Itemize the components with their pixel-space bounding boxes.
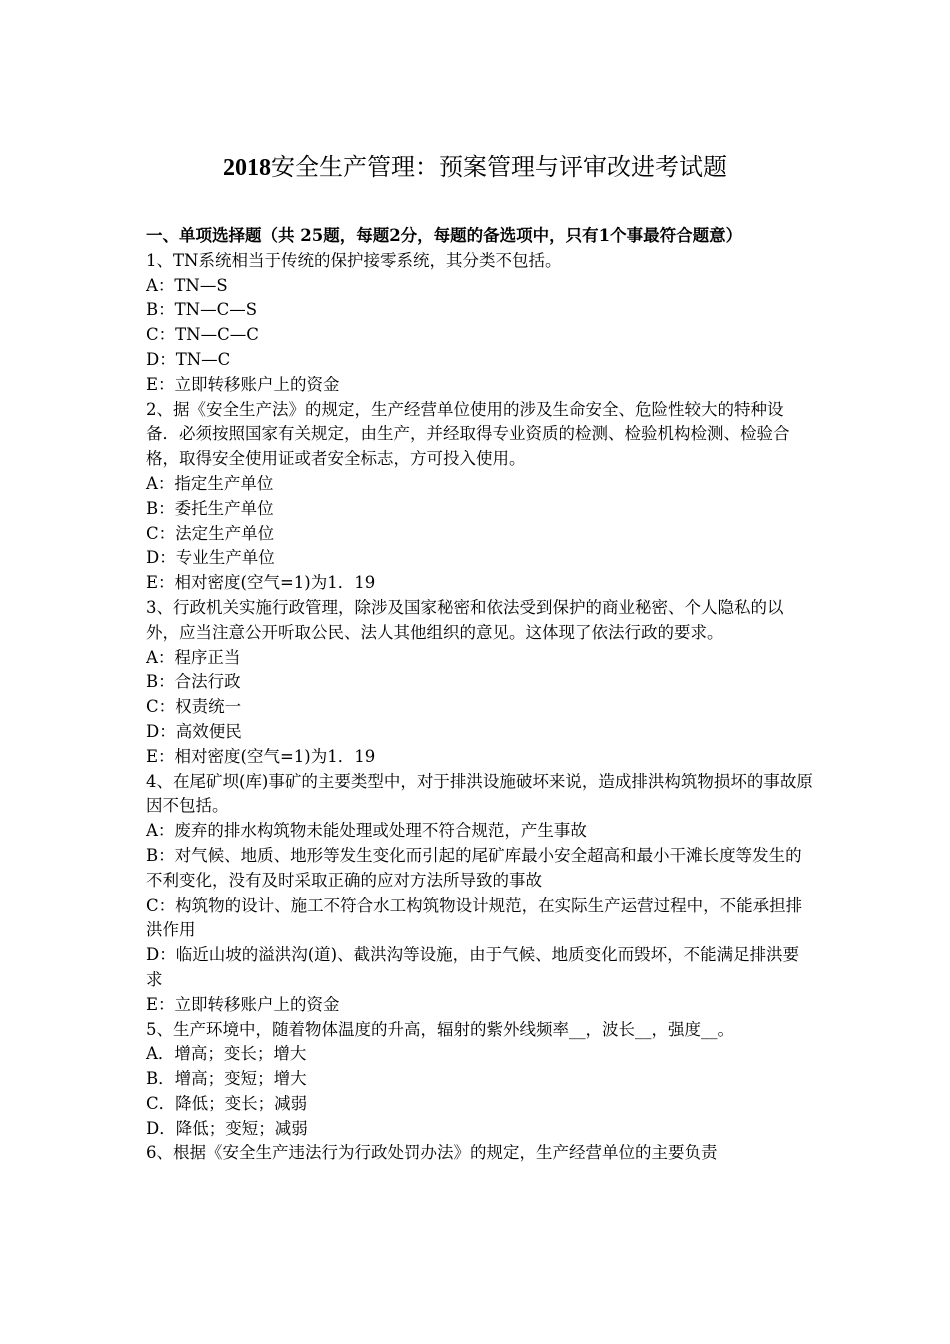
- q3-option-e: E：相对密度(空气=1)为1．19: [146, 746, 376, 766]
- q4-option-a: A：废弃的排水构筑物未能处理或处理不符合规范，产生事故: [146, 821, 587, 841]
- q5-option-b: B．增高；变短；增大: [146, 1069, 307, 1089]
- document-title: [0, 150, 950, 185]
- q4-option-b: B：对气候、地质、地形等发生变化而引起的尾矿库最小安全超高和最小干滩长度等发生的不利变化，没有及时采取正确的应对方法所导致的事故: [146, 845, 802, 890]
- question-1: 1、TN系统相当于传统的保护接零系统，其分类不包括。: [146, 250, 562, 270]
- q1-option-b: B：TN—C—S: [146, 300, 257, 320]
- question-2: 2、据《安全生产法》的规定，生产经营单位使用的涉及生命安全、危险性较大的特种设备．必须按照国家有关规定，由生产，并经取得专业资质的检测、检验机构检测、检验合格，取得安全使用证或者安全标志，方可投入使用。: [146, 399, 790, 469]
- question-4: 4、在尾矿坝(库)事矿的主要类型中，对于排洪设施破坏来说，造成排洪构筑物损坏的事故原因不包括。: [146, 771, 813, 816]
- q4-option-e: E：立即转移账户上的资金: [146, 994, 340, 1014]
- question-3: 3、行政机关实施行政管理，除涉及国家秘密和依法受到保护的商业秘密、个人隐私的以外，应当注意公开听取公民、法人其他组织的意见。这体现了依法行政的要求。: [146, 597, 784, 642]
- q1-option-e: E：立即转移账户上的资金: [146, 374, 340, 394]
- q5-option-a: A．增高；变长；增大: [146, 1044, 307, 1064]
- document-title-text: 安全生产管理：预案管理与评审改进考试题: [271, 153, 727, 181]
- q2-option-b: B：委托生产单位: [146, 498, 274, 518]
- q4-option-c: C：构筑物的设计、施工不符合水工构筑物设计规范，在实际生产运营过程中，不能承担排洪作用: [146, 895, 803, 940]
- document-title-year: 2018: [223, 155, 271, 181]
- question-6: 6、根据《安全生产违法行为行政处罚办法》的规定，生产经营单位的主要负责: [146, 1143, 718, 1163]
- q5-option-d: D．降低；变短；减弱: [146, 1118, 308, 1138]
- q4-option-d: D：临近山坡的溢洪沟(道)、截洪沟等设施，由于气候、地质变化而毁坏，不能满足排洪要求: [146, 945, 800, 989]
- q2-option-a: A：指定生产单位: [146, 473, 274, 493]
- q3-option-d: D：高效便民: [146, 721, 242, 741]
- q1-option-a: A：TN—S: [146, 275, 228, 295]
- q2-option-e: E：相对密度(空气=1)为1．19: [146, 573, 376, 593]
- question-5: 5、生产环境中，随着物体温度的升高，辐射的紫外线频率__，波长__，强度__。: [146, 1019, 734, 1039]
- q3-option-a: A：程序正当: [146, 647, 241, 667]
- document-body: [146, 224, 814, 1166]
- q2-option-c: C：法定生产单位: [146, 523, 275, 543]
- q1-option-d: D：TN—C: [146, 349, 231, 369]
- q5-option-c: C．降低；变长；减弱: [146, 1093, 308, 1113]
- section-heading: 一、单项选择题（共 25题，每题2分，每题的备选项中，只有1个事最符合题意）: [146, 226, 743, 245]
- q3-option-b: B：合法行政: [146, 672, 241, 692]
- q3-option-c: C：权责统一: [146, 697, 242, 717]
- q2-option-d: D：专业生产单位: [146, 548, 275, 568]
- q1-option-c: C：TN—C—C: [146, 325, 259, 345]
